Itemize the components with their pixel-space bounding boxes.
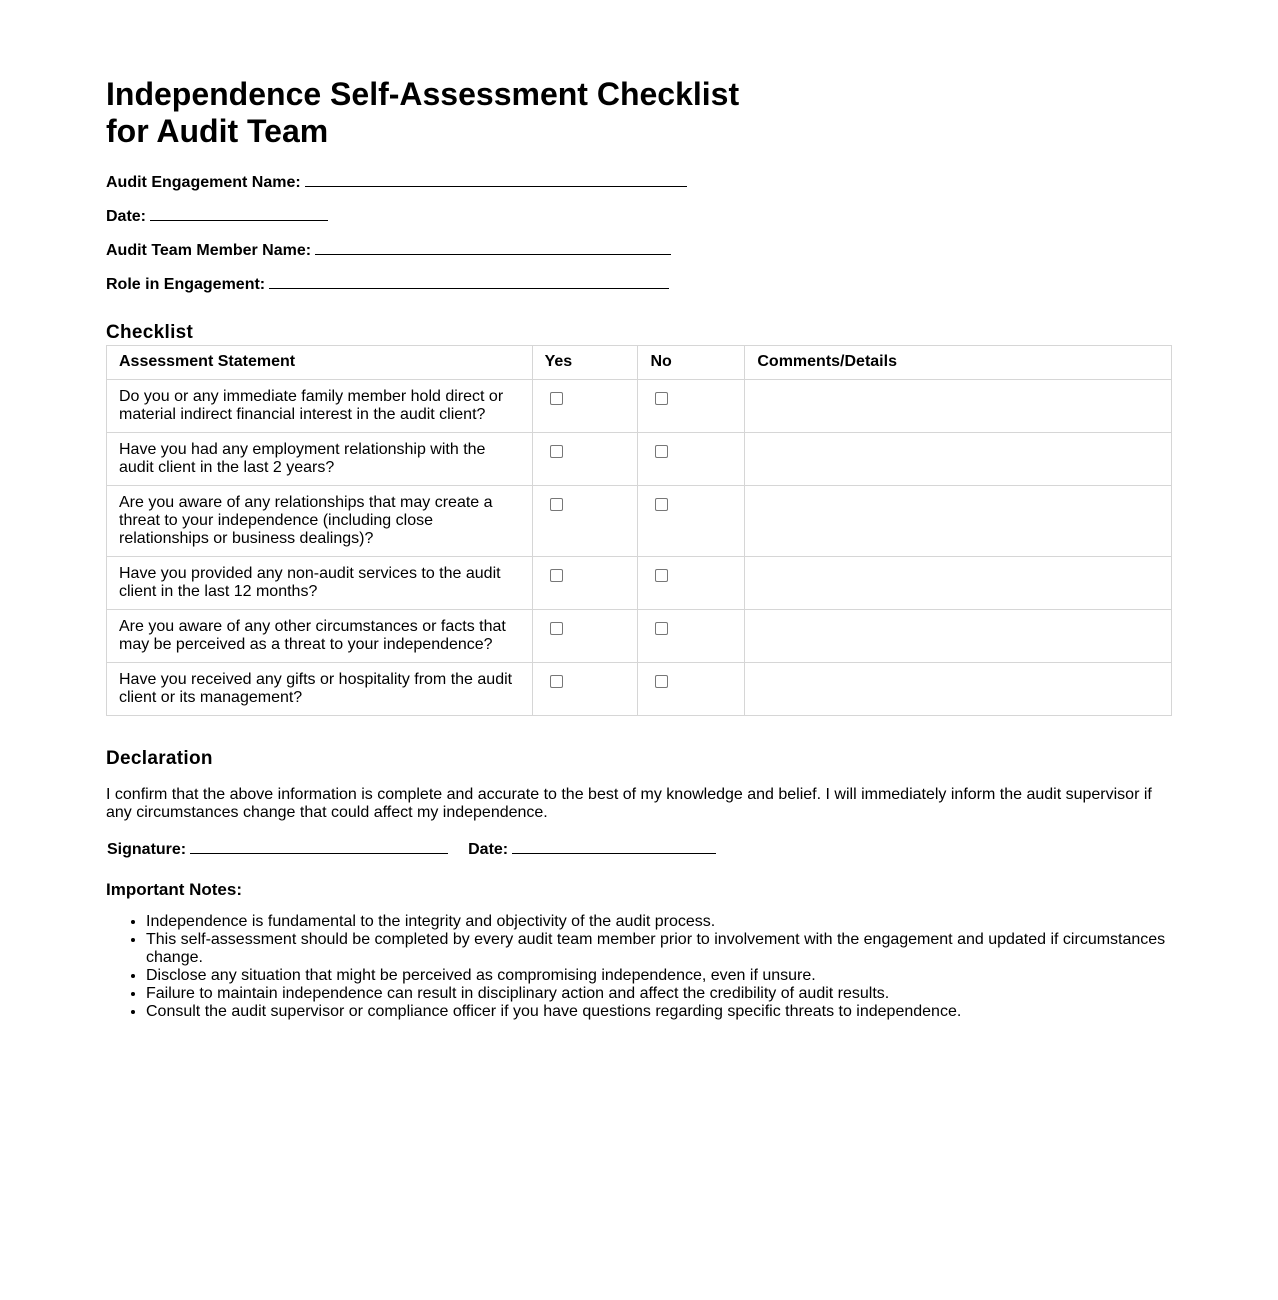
role-field [106, 272, 669, 295]
declaration-date-blank[interactable] [512, 837, 716, 854]
no-cell [638, 610, 745, 663]
statement-cell: Are you aware of any relationships that may create a threat to your independence (including close relationships or business dealings)? [107, 486, 533, 557]
no-checkbox[interactable] [655, 498, 668, 511]
statement-cell: Do you or any immediate family member hold direct or material indirect financial interest in the audit client? [107, 380, 533, 433]
no-checkbox[interactable] [655, 622, 668, 635]
column-header-statement: Assessment Statement [107, 346, 533, 380]
statement-cell: Are you aware of any other circumstances or facts that may be perceived as a threat to your independence? [107, 610, 533, 663]
team-member-name-label: Audit Team Member Name: [106, 242, 312, 259]
yes-cell [532, 663, 638, 716]
date-field [106, 204, 328, 227]
comments-cell[interactable] [745, 663, 1172, 716]
list-item: • This self-assessment should be completed by every audit team member prior to involvement with the engagement and updated if circumstances change. [146, 931, 1212, 967]
statement-cell: Have you received any gifts or hospitality from the audit client or its management? [107, 663, 533, 716]
engagement-name-field [106, 170, 687, 193]
table-row [107, 610, 1172, 663]
yes-cell [532, 433, 638, 486]
no-cell [638, 380, 745, 433]
declaration-date-label: Date: [468, 841, 509, 858]
date-label: Date: [106, 208, 147, 225]
table-row [107, 433, 1172, 486]
role-blank[interactable] [269, 272, 669, 289]
date-blank[interactable] [150, 204, 328, 221]
notes-heading: Important Notes: [106, 880, 242, 899]
no-cell [638, 557, 745, 610]
list-item: • Failure to maintain independence can result in disciplinary action and affect the credibility of audit results. [146, 985, 1212, 1003]
page-title: Independence Self-Assessment Checklist for Audit Team [106, 76, 740, 149]
comments-cell[interactable] [745, 557, 1172, 610]
no-cell [638, 433, 745, 486]
column-header-yes: Yes [532, 346, 638, 380]
yes-cell [532, 610, 638, 663]
no-checkbox[interactable] [655, 392, 668, 405]
statement-cell: Have you had any employment relationship with the audit client in the last 2 years? [107, 433, 533, 486]
declaration-text: I confirm that the above information is complete and accurate to the best of my knowledge and belief. I will immediately inform the audit supervisor if any circumstances change that could affect my independence. [106, 786, 1152, 821]
table-row [107, 486, 1172, 557]
statement-cell: Have you provided any non-audit services to the audit client in the last 12 months? [107, 557, 533, 610]
checklist-table [106, 345, 1172, 716]
comments-cell[interactable] [745, 486, 1172, 557]
comments-cell[interactable] [745, 610, 1172, 663]
yes-checkbox[interactable] [550, 569, 563, 582]
no-cell [638, 663, 745, 716]
yes-checkbox[interactable] [550, 498, 563, 511]
no-checkbox[interactable] [655, 569, 668, 582]
comments-cell[interactable] [745, 433, 1172, 486]
role-label: Role in Engagement: [106, 276, 266, 293]
table-row [107, 663, 1172, 716]
declaration-heading: Declaration [106, 748, 213, 769]
no-checkbox[interactable] [655, 445, 668, 458]
comments-cell[interactable] [745, 380, 1172, 433]
yes-checkbox[interactable] [550, 392, 563, 405]
signature-label: Signature: [107, 841, 187, 858]
notes-list [106, 913, 1212, 1021]
yes-cell [532, 486, 638, 557]
table-header-row [107, 346, 1172, 380]
yes-checkbox[interactable] [550, 675, 563, 688]
no-checkbox[interactable] [655, 675, 668, 688]
column-header-no: No [638, 346, 745, 380]
team-member-name-field [106, 238, 671, 261]
yes-cell [532, 380, 638, 433]
checklist-heading: Checklist [106, 322, 194, 343]
team-member-name-blank[interactable] [315, 238, 671, 255]
signature-blank[interactable] [190, 837, 448, 854]
yes-checkbox[interactable] [550, 622, 563, 635]
list-item: • Disclose any situation that might be perceived as compromising independence, even if unsure. [146, 967, 1212, 985]
no-cell [638, 486, 745, 557]
list-item: • Independence is fundamental to the integrity and objectivity of the audit process. [146, 913, 1212, 931]
table-row [107, 557, 1172, 610]
list-item: • Consult the audit supervisor or compliance officer if you have questions regarding specific threats to independence. [146, 1003, 1212, 1021]
column-header-comments: Comments/Details [745, 346, 1172, 380]
signature-row [107, 837, 716, 860]
table-row [107, 380, 1172, 433]
yes-cell [532, 557, 638, 610]
engagement-name-blank[interactable] [305, 170, 687, 187]
engagement-name-label: Audit Engagement Name: [106, 174, 301, 191]
yes-checkbox[interactable] [550, 445, 563, 458]
